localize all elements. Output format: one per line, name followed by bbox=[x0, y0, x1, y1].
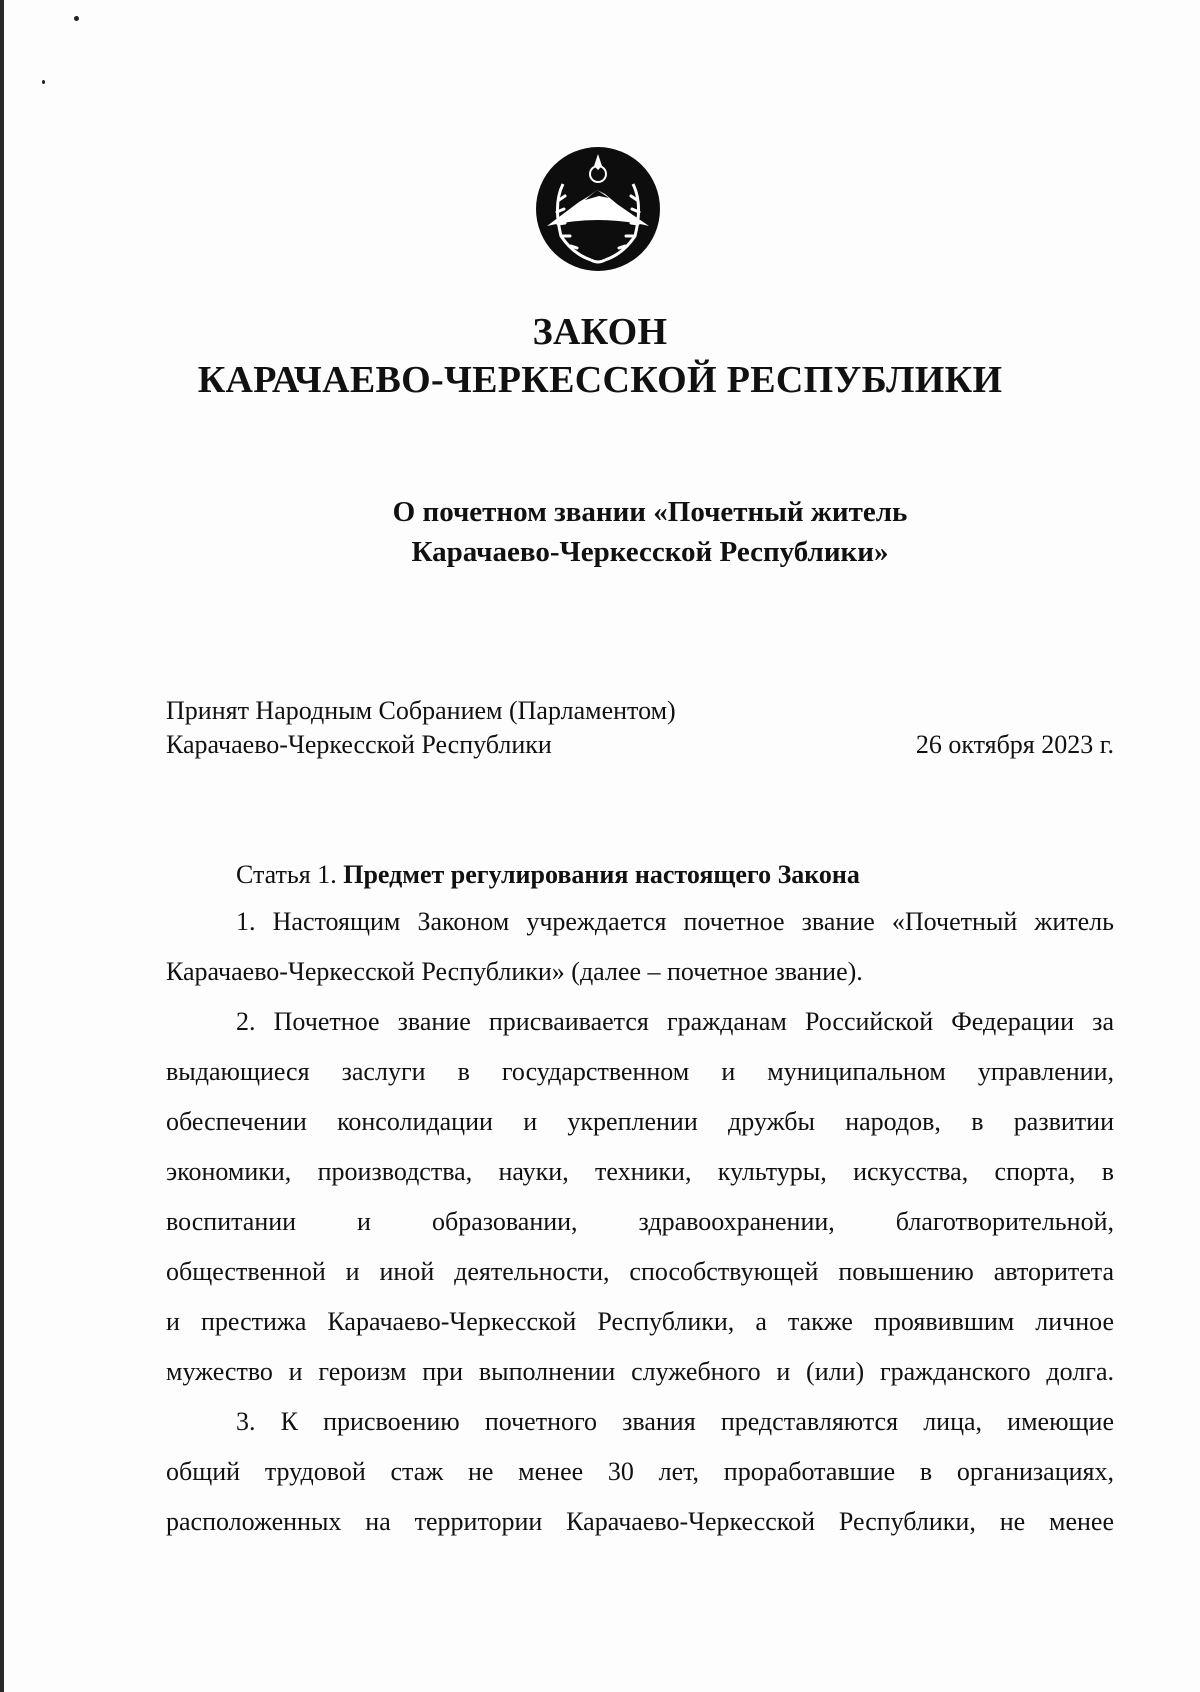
article-1-line: экономики, производства, науки, техники, культуры, искусства, спорта, в bbox=[166, 1157, 1114, 1186]
republic-title: КАРАЧАЕВО-ЧЕРКЕССКОЙ РЕСПУБЛИКИ bbox=[197, 359, 1003, 401]
article-1-title: Предмет регулирования настоящего Закона bbox=[343, 860, 860, 889]
article-1-line: расположенных на территории Карачаево-Черкесской Республики, не менее bbox=[166, 1507, 1114, 1536]
article-1-line: общий трудовой стаж не менее 30 лет, проработавшие в организациях, bbox=[166, 1457, 1114, 1486]
adoption-date: 26 октября 2023 г. bbox=[915, 730, 1114, 759]
adoption-body-line1: Принят Народным Собранием (Парламентом) bbox=[166, 696, 676, 725]
scan-speck bbox=[42, 80, 45, 84]
coat-of-arms-emblem bbox=[533, 144, 663, 274]
article-1-line: воспитании и образовании, здравоохранении, благотворительной, bbox=[166, 1207, 1114, 1236]
article-1-heading bbox=[236, 858, 860, 892]
article-1-line: Карачаево-Черкесской Республики» (далее – почетное звание). bbox=[166, 957, 863, 986]
law-subject-line1: О почетном звании «Почетный житель bbox=[392, 496, 908, 528]
article-1-label: Статья 1. bbox=[236, 860, 337, 889]
article-1-line: и престижа Карачаево-Черкесской Республики, а также проявившим личное bbox=[166, 1307, 1114, 1336]
article-1-line: 3. К присвоению почетного звания представляются лица, имеющие bbox=[236, 1407, 1114, 1436]
scan-edge bbox=[0, 0, 4, 1692]
article-1-line: мужество и героизм при выполнении служебного и (или) гражданского долга. bbox=[166, 1357, 1114, 1386]
article-1-line: выдающиеся заслуги в государственном и муниципальном управлении, bbox=[166, 1057, 1114, 1086]
article-1-line: 1. Настоящим Законом учреждается почетное звание «Почетный житель bbox=[236, 907, 1114, 936]
article-1-line: общественной и иной деятельности, способствующей повышению авторитета bbox=[166, 1257, 1114, 1286]
article-1-line: 2. Почетное звание присваивается гражданам Российской Федерации за bbox=[236, 1007, 1114, 1036]
document-type-title: ЗАКОН bbox=[532, 311, 668, 353]
article-1-line: обеспечении консолидации и укреплении дружбы народов, в развитии bbox=[166, 1107, 1114, 1136]
article-1-body bbox=[166, 897, 1114, 1547]
scan-speck bbox=[74, 16, 79, 21]
law-subject-line2: Карачаево-Черкесской Республики» bbox=[411, 536, 889, 568]
adoption-body-line2: Карачаево-Черкесской Республики bbox=[166, 730, 552, 759]
